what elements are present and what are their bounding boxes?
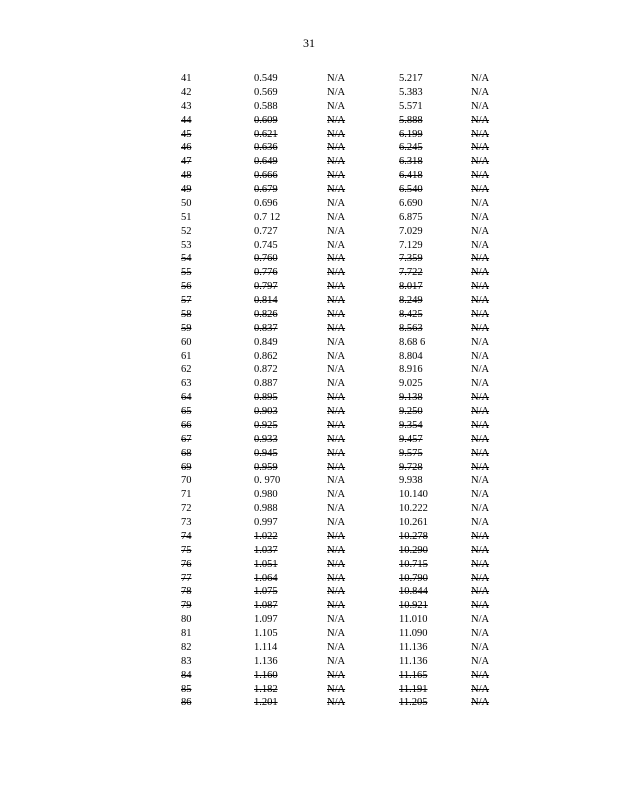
table-cell: 0.649 [254, 156, 278, 168]
table-cell: 1.022 [254, 530, 278, 542]
table-cell: 0.7 12 [254, 211, 281, 223]
table-cell: 11.136 [399, 655, 428, 667]
table-cell: N/A [471, 364, 490, 376]
table-cell: N/A [471, 239, 490, 251]
table-cell: N/A [471, 322, 490, 334]
table-cell: N/A [327, 530, 346, 542]
table-cell: 65 [181, 406, 192, 417]
table-cell: 0.727 [254, 225, 278, 237]
table-cell: 10.715 [399, 558, 428, 570]
table-cell: N/A [327, 558, 346, 570]
table-cell: 44 [181, 114, 192, 126]
table-cell: N/A [327, 253, 346, 265]
table-cell: 53 [181, 239, 192, 251]
table-cell: 47 [181, 156, 192, 168]
table-cell: 57 [181, 295, 192, 306]
table-cell: 66 [181, 419, 192, 431]
table-cell: 6.245 [399, 142, 423, 154]
table-cell: N/A [327, 322, 346, 334]
table-cell: 1.201 [254, 697, 278, 709]
table-cell: 1.037 [254, 544, 278, 556]
table-cell: 9.025 [399, 378, 423, 390]
table-cell: 51 [181, 211, 192, 223]
table-cell: 0.862 [254, 350, 278, 362]
table-cell: 1.136 [254, 655, 278, 667]
table-cell: N/A [471, 489, 490, 501]
table-cell: N/A [327, 406, 346, 417]
table-cell: 0.959 [254, 461, 278, 473]
table-cell: 0.549 [254, 73, 278, 84]
table-cell: 1.114 [254, 641, 278, 653]
table-cell: N/A [327, 544, 346, 556]
table-cell: 54 [181, 253, 192, 265]
table-cell: N/A [471, 253, 490, 265]
table-cell: 7.359 [399, 253, 423, 265]
table-cell: N/A [471, 86, 490, 98]
table-cell: 42 [181, 86, 192, 98]
table-cell: 6.540 [399, 184, 423, 195]
table-cell: 52 [181, 225, 192, 237]
table-cell: N/A [471, 572, 490, 584]
table-cell: 5.383 [399, 86, 423, 98]
table-cell: 6.418 [399, 170, 423, 182]
table-cell: 8.916 [399, 364, 423, 376]
table-cell: N/A [327, 170, 346, 182]
table-cell: 61 [181, 350, 192, 362]
table-cell: N/A [327, 100, 346, 112]
table-cell: 80 [181, 614, 192, 626]
table-cell: N/A [471, 503, 490, 515]
table-cell: N/A [471, 475, 490, 487]
table-cell: 0.621 [254, 128, 278, 140]
table-cell: 10.222 [399, 503, 428, 515]
table-cell: N/A [471, 170, 490, 182]
table-cell: 9.138 [399, 392, 423, 404]
table-cell: N/A [327, 600, 346, 612]
table-cell: 9.457 [399, 433, 423, 445]
table-cell: N/A [471, 586, 490, 598]
table-cell: 0.588 [254, 100, 278, 112]
table-cell: 11.136 [399, 641, 428, 653]
table-cell: N/A [471, 378, 490, 390]
table-cell: 1.075 [254, 586, 278, 598]
table-cell: N/A [471, 406, 490, 417]
table-cell: 84 [181, 669, 192, 681]
table-cell: 0.666 [254, 170, 278, 182]
table-cell: N/A [327, 475, 346, 487]
table-cell: 9.938 [399, 475, 423, 487]
table-cell: 62 [181, 364, 192, 376]
table-cell: N/A [327, 156, 346, 168]
table-cell: N/A [327, 308, 346, 320]
table-cell: 73 [181, 517, 192, 528]
table-cell: 9.354 [399, 419, 423, 431]
table-cell: 1.087 [254, 600, 278, 612]
table-cell: N/A [327, 114, 346, 126]
table-cell: N/A [327, 614, 346, 626]
table-cell: N/A [327, 281, 346, 293]
table-cell: 76 [181, 558, 192, 570]
table-cell: N/A [327, 669, 346, 681]
table-cell: 0.895 [254, 392, 278, 404]
table-cell: N/A [471, 614, 490, 626]
table-cell: 81 [181, 628, 192, 639]
table-cell: N/A [471, 447, 490, 459]
table-cell: 41 [181, 73, 192, 84]
table-cell: 63 [181, 378, 192, 390]
table-cell: 0.814 [254, 295, 278, 306]
table-cell: 8.563 [399, 322, 423, 334]
table-cell: N/A [327, 239, 346, 251]
table-cell: 50 [181, 197, 192, 209]
table-cell: 9.575 [399, 447, 423, 459]
table-cell: N/A [327, 267, 346, 279]
table-cell: 45 [181, 128, 192, 140]
table-cell: N/A [327, 211, 346, 223]
table-cell: 11.090 [399, 628, 428, 639]
table-cell: N/A [327, 295, 346, 306]
table-cell: 5.571 [399, 100, 423, 112]
table-cell: N/A [327, 142, 346, 154]
table-cell: 74 [181, 530, 192, 542]
table-cell: N/A [327, 128, 346, 140]
table-cell: N/A [471, 641, 490, 653]
table-cell: 86 [181, 697, 192, 709]
table-cell: 1.105 [254, 628, 278, 639]
table-cell: 5.888 [399, 114, 423, 126]
table-cell: 10.278 [399, 530, 428, 542]
table-cell: N/A [471, 142, 490, 154]
table-cell: N/A [471, 433, 490, 445]
table-cell: N/A [327, 73, 346, 84]
table-cell: 1.097 [254, 614, 278, 626]
table-cell: 0.569 [254, 86, 278, 98]
table-cell: N/A [327, 433, 346, 445]
table-cell: 6.199 [399, 128, 423, 140]
table-cell: 83 [181, 655, 192, 667]
table-cell: 58 [181, 308, 192, 320]
table-cell: 6.875 [399, 211, 423, 223]
table-cell: 0.872 [254, 364, 278, 376]
table-cell: 0.980 [254, 489, 278, 501]
table-cell: 10.261 [399, 517, 428, 528]
table-cell: 8.68 6 [399, 336, 426, 348]
table-cell: N/A [471, 419, 490, 431]
table-cell: N/A [327, 572, 346, 584]
table-cell: 0.776 [254, 267, 278, 279]
table-cell: 7.129 [399, 239, 423, 251]
table-cell: N/A [471, 211, 490, 223]
table-cell: N/A [471, 308, 490, 320]
table-cell: 1.160 [254, 669, 278, 681]
table-cell: N/A [471, 184, 490, 195]
table-cell: 0.797 [254, 281, 278, 293]
table-cell: 0.849 [254, 336, 278, 348]
table-cell: N/A [471, 100, 490, 112]
table-cell: 82 [181, 641, 192, 653]
table-cell: N/A [327, 461, 346, 473]
table-cell: 60 [181, 336, 192, 348]
table-cell: 6.690 [399, 197, 423, 209]
table-cell: 10.140 [399, 489, 428, 501]
table-cell: 8.249 [399, 295, 423, 306]
table-cell: N/A [327, 447, 346, 459]
table-cell: 55 [181, 267, 192, 279]
table-cell: 77 [181, 572, 192, 584]
table-cell: N/A [471, 350, 490, 362]
table-cell: N/A [327, 697, 346, 709]
table-cell: 0.745 [254, 239, 278, 251]
table-cell: 0.903 [254, 406, 278, 417]
table-cell: 0.988 [254, 503, 278, 515]
table-cell: 11.191 [399, 683, 428, 695]
table-cell: 0.826 [254, 308, 278, 320]
table-cell: N/A [327, 503, 346, 515]
table-cell: N/A [327, 350, 346, 362]
table-cell: N/A [327, 364, 346, 376]
table-cell: 1.064 [254, 572, 278, 584]
table-cell: 11.010 [399, 614, 428, 626]
table-cell: 8.804 [399, 350, 423, 362]
table-cell: N/A [471, 530, 490, 542]
table-cell: 43 [181, 100, 192, 112]
table-cell: 10.921 [399, 600, 428, 612]
table-cell: 72 [181, 503, 192, 515]
table-cell: 7.029 [399, 225, 423, 237]
table-cell: 85 [181, 683, 192, 695]
table-cell: 11.165 [399, 669, 428, 681]
table-cell: N/A [471, 544, 490, 556]
table-cell: N/A [327, 392, 346, 404]
table-cell: 46 [181, 142, 192, 154]
table-cell: 10.790 [399, 572, 428, 584]
table-cell: N/A [471, 558, 490, 570]
table-cell: N/A [471, 281, 490, 293]
table-cell: N/A [471, 392, 490, 404]
table-cell: 0. 970 [254, 475, 281, 487]
table-cell: N/A [471, 655, 490, 667]
table-cell: 49 [181, 184, 192, 195]
table-cell: 7.722 [399, 267, 423, 279]
table-cell: N/A [471, 156, 490, 168]
table-cell: 0.997 [254, 517, 278, 528]
table-cell: N/A [327, 336, 346, 348]
table-cell: 59 [181, 322, 192, 334]
table-cell: N/A [327, 197, 346, 209]
table-cell: 0.636 [254, 142, 278, 154]
table-cell: 8.017 [399, 281, 423, 293]
table-cell: N/A [471, 697, 490, 709]
table-cell: 67 [181, 433, 192, 445]
table-cell: 0.696 [254, 197, 278, 209]
table-cell: N/A [327, 419, 346, 431]
table-cell: N/A [471, 225, 490, 237]
table-cell: N/A [327, 655, 346, 667]
table-cell: N/A [327, 641, 346, 653]
table-cell: N/A [471, 461, 490, 473]
table-cell: 64 [181, 392, 192, 404]
table-cell: N/A [471, 517, 490, 528]
table-cell: N/A [327, 225, 346, 237]
table-cell: 48 [181, 170, 192, 182]
page-number: 31 [303, 36, 315, 50]
table-cell: 11.205 [399, 697, 428, 709]
table-cell: N/A [471, 197, 490, 209]
table-cell: N/A [471, 128, 490, 140]
table-cell: 0.760 [254, 253, 278, 265]
table-cell: N/A [471, 628, 490, 639]
table-cell: 71 [181, 489, 192, 501]
table-cell: 69 [181, 461, 192, 473]
table-cell: N/A [471, 683, 490, 695]
table-cell: N/A [327, 489, 346, 501]
table-cell: N/A [471, 669, 490, 681]
table-cell: 1.182 [254, 683, 278, 695]
table-cell: N/A [471, 336, 490, 348]
table-cell: N/A [327, 683, 346, 695]
table-cell: 0.887 [254, 378, 278, 390]
table-cell: 0.925 [254, 419, 278, 431]
table-cell: 10.290 [399, 544, 428, 556]
table-cell: 9.728 [399, 461, 423, 473]
table-cell: N/A [327, 517, 346, 528]
table-cell: N/A [327, 184, 346, 195]
table-cell: 8.425 [399, 308, 423, 320]
table-cell: N/A [327, 628, 346, 639]
table-cell: N/A [471, 295, 490, 306]
table-cell: 75 [181, 544, 192, 556]
table-cell: N/A [471, 267, 490, 279]
table-cell: 56 [181, 281, 192, 293]
table-cell: N/A [327, 86, 346, 98]
table-cell: N/A [327, 586, 346, 598]
table-cell: N/A [471, 600, 490, 612]
table-cell: 1.051 [254, 558, 278, 570]
table-cell: 0.837 [254, 322, 278, 334]
table-cell: 70 [181, 475, 192, 487]
table-cell: N/A [327, 378, 346, 390]
table-cell: 10.844 [399, 586, 428, 598]
table-cell: 68 [181, 447, 192, 459]
table-cell: 78 [181, 586, 192, 598]
table-cell: N/A [471, 73, 490, 84]
table-cell: 0.609 [254, 114, 278, 126]
table-cell: 79 [181, 600, 192, 612]
table-cell: 0.679 [254, 184, 278, 195]
table-cell: 5.217 [399, 73, 423, 84]
table-cell: 6.318 [399, 156, 423, 168]
table-cell: 0.945 [254, 447, 278, 459]
table-cell: N/A [471, 114, 490, 126]
table-cell: 9.250 [399, 406, 423, 417]
table-cell: 0.933 [254, 433, 278, 445]
